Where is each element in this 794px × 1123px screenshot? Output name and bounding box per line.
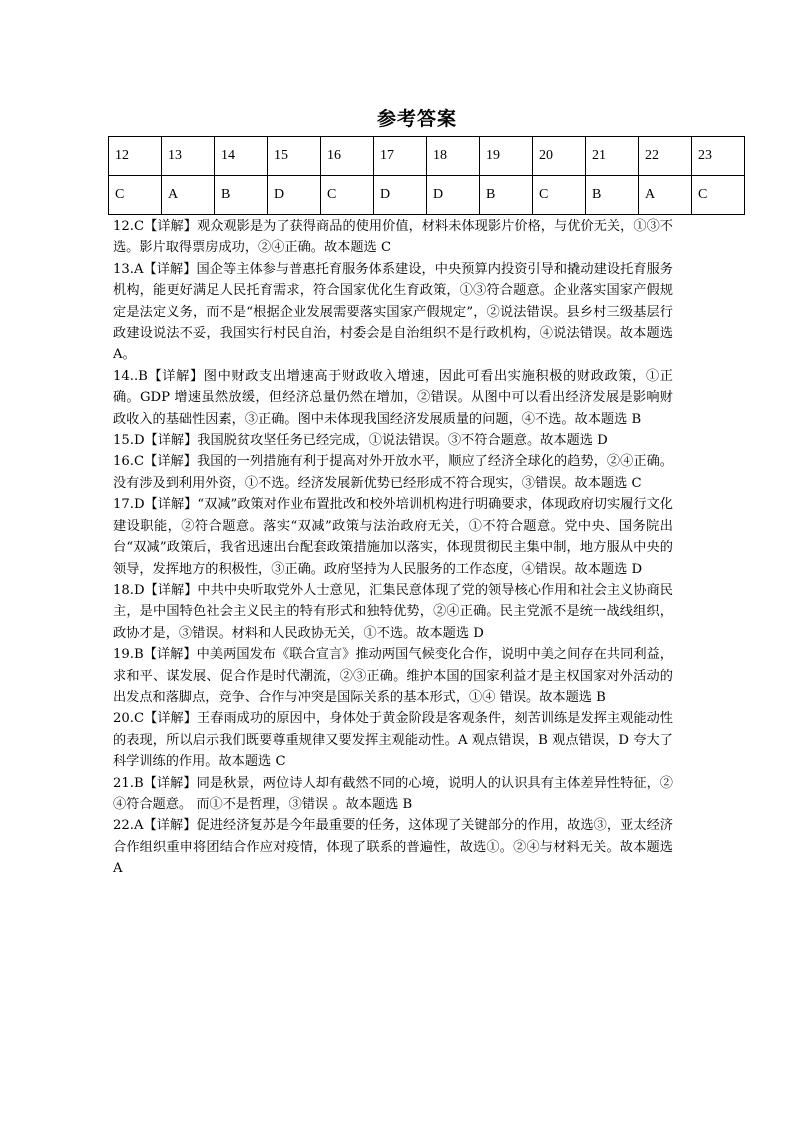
answer-cell: D (268, 176, 321, 215)
explanation-item: 14..B【详解】图中财政支出增速高于财政收入增速，因此可看出实施积极的财政政策，①正确。GDP 增速虽然放缓，但经济总量仍然在增加，②错误。从图中可以看出经济发展是影响财政收入的基础性因素，③正确。图中未体现我国经济发展质量的问题，④不选。故本题选 B (113, 368, 673, 427)
question-number-cell: 21 (586, 137, 639, 176)
question-number-cell: 16 (321, 137, 374, 176)
question-number-cell: 23 (692, 137, 745, 176)
answer-cell: D (374, 176, 427, 215)
explanation-item: 22.A【详解】促进经济复苏是今年最重要的任务，这体现了关键部分的作用，故选③，亚太经济合作组织重申将团结合作应对疫情，体现了联系的普遍性，故选①。②④与材料无关。故本题选 A (113, 818, 673, 877)
question-number-cell: 13 (162, 137, 215, 176)
explanation-list (113, 216, 673, 880)
answer-cell: B (215, 176, 268, 215)
explanation-item: 15.D【详解】我国脱贫攻坚任务已经完成，①说法错误。③不符合题意。故本题选 D (113, 433, 608, 449)
explanation-item: 13.A【详解】国企等主体参与普惠托育服务体系建设，中央预算内投资引导和撬动建设托育服务机构，能更好满足人民托育需求，符合国家优化生育政策，①③符合题意。企业落实国家产假规定是法定义务，而不是“根据企业发展需要落实国家产假规定”，②说法错误。县乡村三级基层行政建设说法不妥，我国实行村民自治，村委会是自治组织不是行政机构，④说法错误。故本题选 A。 (113, 261, 673, 363)
explanation-item: 18.D【详解】中共中央听取党外人士意见，汇集民意体现了党的领导核心作用和社会主义协商民主，是中国特色社会主义民主的特有形式和独特优势，②④正确。民主党派不是统一战线组织，政协才是，③错误。材料和人民政协无关，①不选。故本题选 D (113, 582, 673, 641)
explanation-item: 16.C【详解】我国的一列措施有利于提高对外开放水平，顺应了经济全球化的趋势，②④正确。没有涉及到利用外资，①不选。经济发展新优势已经形成不符合现实，③错误。故本题选 C (113, 454, 673, 491)
question-number-cell: 20 (533, 137, 586, 176)
question-number-cell: 17 (374, 137, 427, 176)
question-number-cell: 19 (480, 137, 533, 176)
explanation-item: 12.C【详解】观众观影是为了获得商品的使用价值，材料未体现影片价格，与优价无关，①③不选。影片取得票房成功，②④正确。故本题选 C (113, 219, 673, 256)
explanation-item: 21.B【详解】同是秋景，两位诗人却有截然不同的心境，说明人的认识具有主体差异性特征，②④符合题意。 而①不是哲理，③错误 。故本题选 B (113, 775, 673, 812)
answer-cell: A (162, 176, 215, 215)
question-number-cell: 18 (427, 137, 480, 176)
page-title: 参考答案 (376, 108, 457, 130)
answer-table (108, 136, 745, 215)
question-number-cell: 22 (639, 137, 692, 176)
answer-cell: D (427, 176, 480, 215)
answer-cell: B (480, 176, 533, 215)
answer-row (109, 176, 745, 215)
answer-cell: C (692, 176, 745, 215)
question-number-cell: 15 (268, 137, 321, 176)
answer-cell: B (586, 176, 639, 215)
question-number-cell: 12 (109, 137, 162, 176)
answer-cell: C (109, 176, 162, 215)
answer-cell: C (533, 176, 586, 215)
answer-cell: A (639, 176, 692, 215)
explanation-item: 20.C【详解】王春雨成功的原因中，身体处于黄金阶段是客观条件，刻苦训练是发挥主观能动性的表现，所以启示我们既要尊重规律又要发挥主观能动性。A 观点错误，B 观点错误，D 夸大了科学训练的作用。故本题选 C (113, 711, 673, 770)
explanation-item: 17.D【详解】“双减”政策对作业布置批改和校外培训机构进行明确要求，体现政府切实履行文化建设职能，②符合题意。落实“双减”政策与法治政府无关，①不符合题意。党中央、国务院出台“双减”政策后，我省迅速出台配套政策措施加以落实，体现贯彻民主集中制，地方服从中央的领导，发挥地方的积极性，③正确。政府坚持为人民服务的工作态度，④错误。故本题选 D (113, 497, 673, 577)
answer-cell: C (321, 176, 374, 215)
explanation-item: 19.B【详解】中美两国发布《联合宣言》推动两国气候变化合作，说明中美之间存在共同利益，求和平、谋发展、促合作是时代潮流，②③正确。维护本国的国家利益才是主权国家对外活动的出发点和落脚点，竞争、合作与冲突是国际关系的基本形式，①④ 错误。故本题选 B (113, 647, 673, 705)
question-number-cell: 14 (215, 137, 268, 176)
question-number-row (109, 137, 745, 176)
